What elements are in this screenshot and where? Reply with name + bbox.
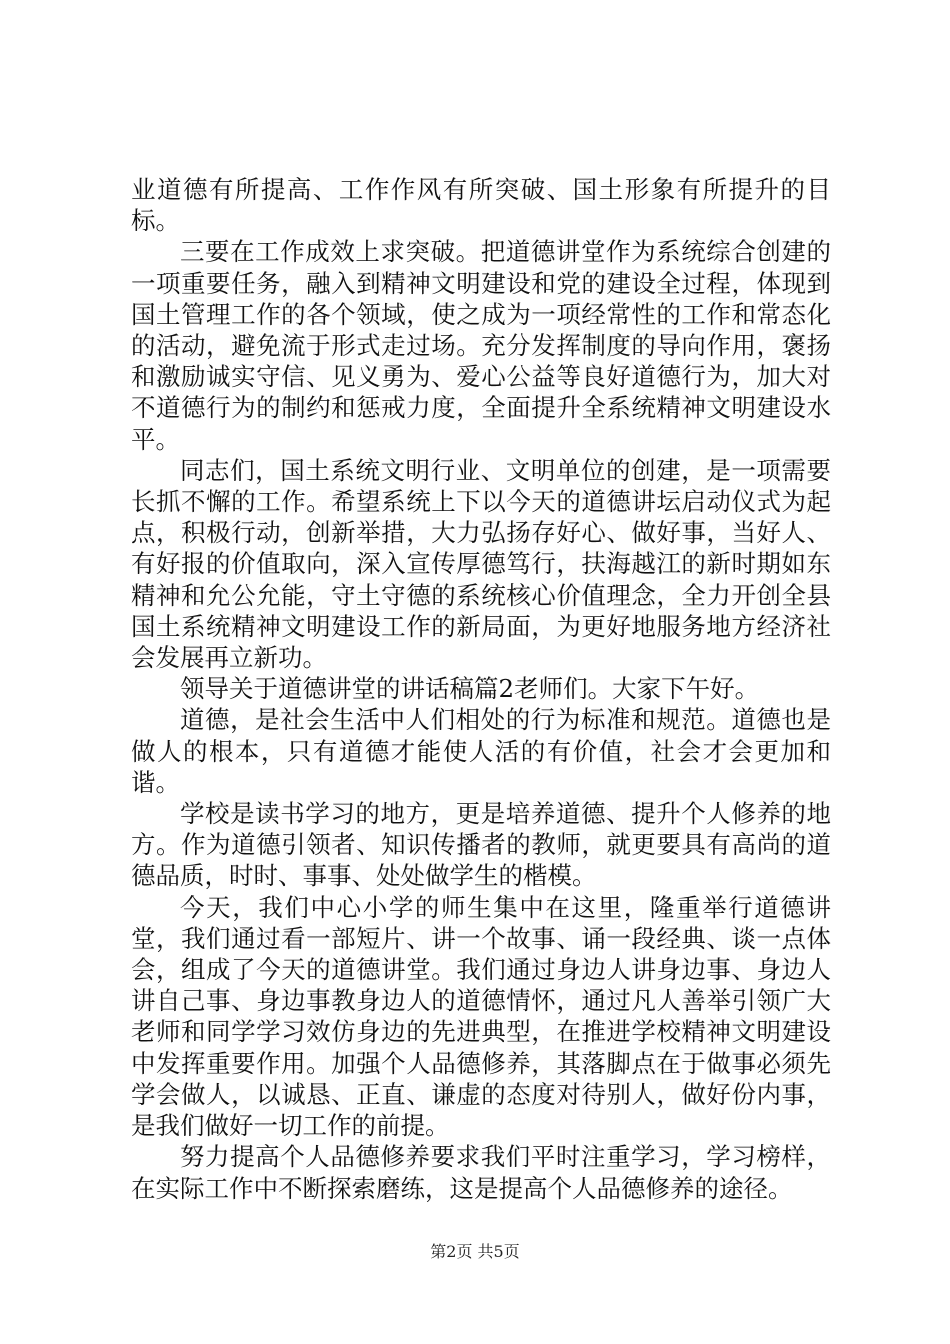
paragraph: 学校是读书学习的地方，更是培养道德、提升个人修养的地方。作为道德引领者、知识传播者的教师，就更要具有高尚的道德品质，时时、事事、处处做学生的楷模。 (131, 799, 831, 891)
paragraph: 业道德有所提高、工作作风有所突破、国土形象有所提升的目标。 (131, 175, 831, 236)
page-number-footer: 第2页 共5页 (430, 1242, 520, 1261)
paragraph: 领导关于道德讲堂的讲话稿篇2老师们。大家下午好。 (180, 674, 760, 704)
paragraph: 今天，我们中心小学的师生集中在这里，隆重举行道德讲堂，我们通过看一部短片、讲一个故事、诵一段经典、谈一点体会，组成了今天的道德讲堂。我们通过身边人讲身边事、身边人讲自己事、身边事教身边人的道德情怀，通过凡人善举引领广大老师和同学学习效仿身边的先进典型，在推进学校精神文明建设中发挥重要作用。加强个人品德修养，其落脚点在于做事必须先学会做人，以诚恳、正直、谦虚的态度对待别人，做好份内事，是我们做好一切工作的前提。 (131, 892, 831, 1141)
paragraph: 三要在工作成效上求突破。把道德讲堂作为系统综合创建的一项重要任务，融入到精神文明建设和党的建设全过程，体现到国土管理工作的各个领域，使之成为一项经常性的工作和常态化的活动，避免流于形式走过场。充分发挥制度的导向作用，褒扬和激励诚实守信、见义勇为、爱心公益等良好道德行为，加大对不道德行为的制约和惩戒力度，全面提升全系统精神文明建设水平。 (131, 237, 831, 454)
document-body (131, 174, 831, 1204)
paragraph: 道德，是社会生活中人们相处的行为标准和规范。道德也是做人的根本，只有道德才能使人活的有价值，社会才会更加和谐。 (131, 705, 831, 797)
paragraph: 努力提高个人品德修养要求我们平时注重学习，学习榜样，在实际工作中不断探索磨练，这是提高个人品德修养的途径。 (131, 1142, 831, 1203)
paragraph: 同志们，国土系统文明行业、文明单位的创建，是一项需要长抓不懈的工作。希望系统上下以今天的道德讲坛启动仪式为起点，积极行动，创新举措，大力弘扬存好心、做好事，当好人、有好报的价值取向，深入宣传厚德笃行，扶海越江的新时期如东精神和允公允能，守土守德的系统核心价值理念，全力开创全县国土系统精神文明建设工作的新局面，为更好地服务地方经济社会发展再立新功。 (131, 455, 831, 673)
